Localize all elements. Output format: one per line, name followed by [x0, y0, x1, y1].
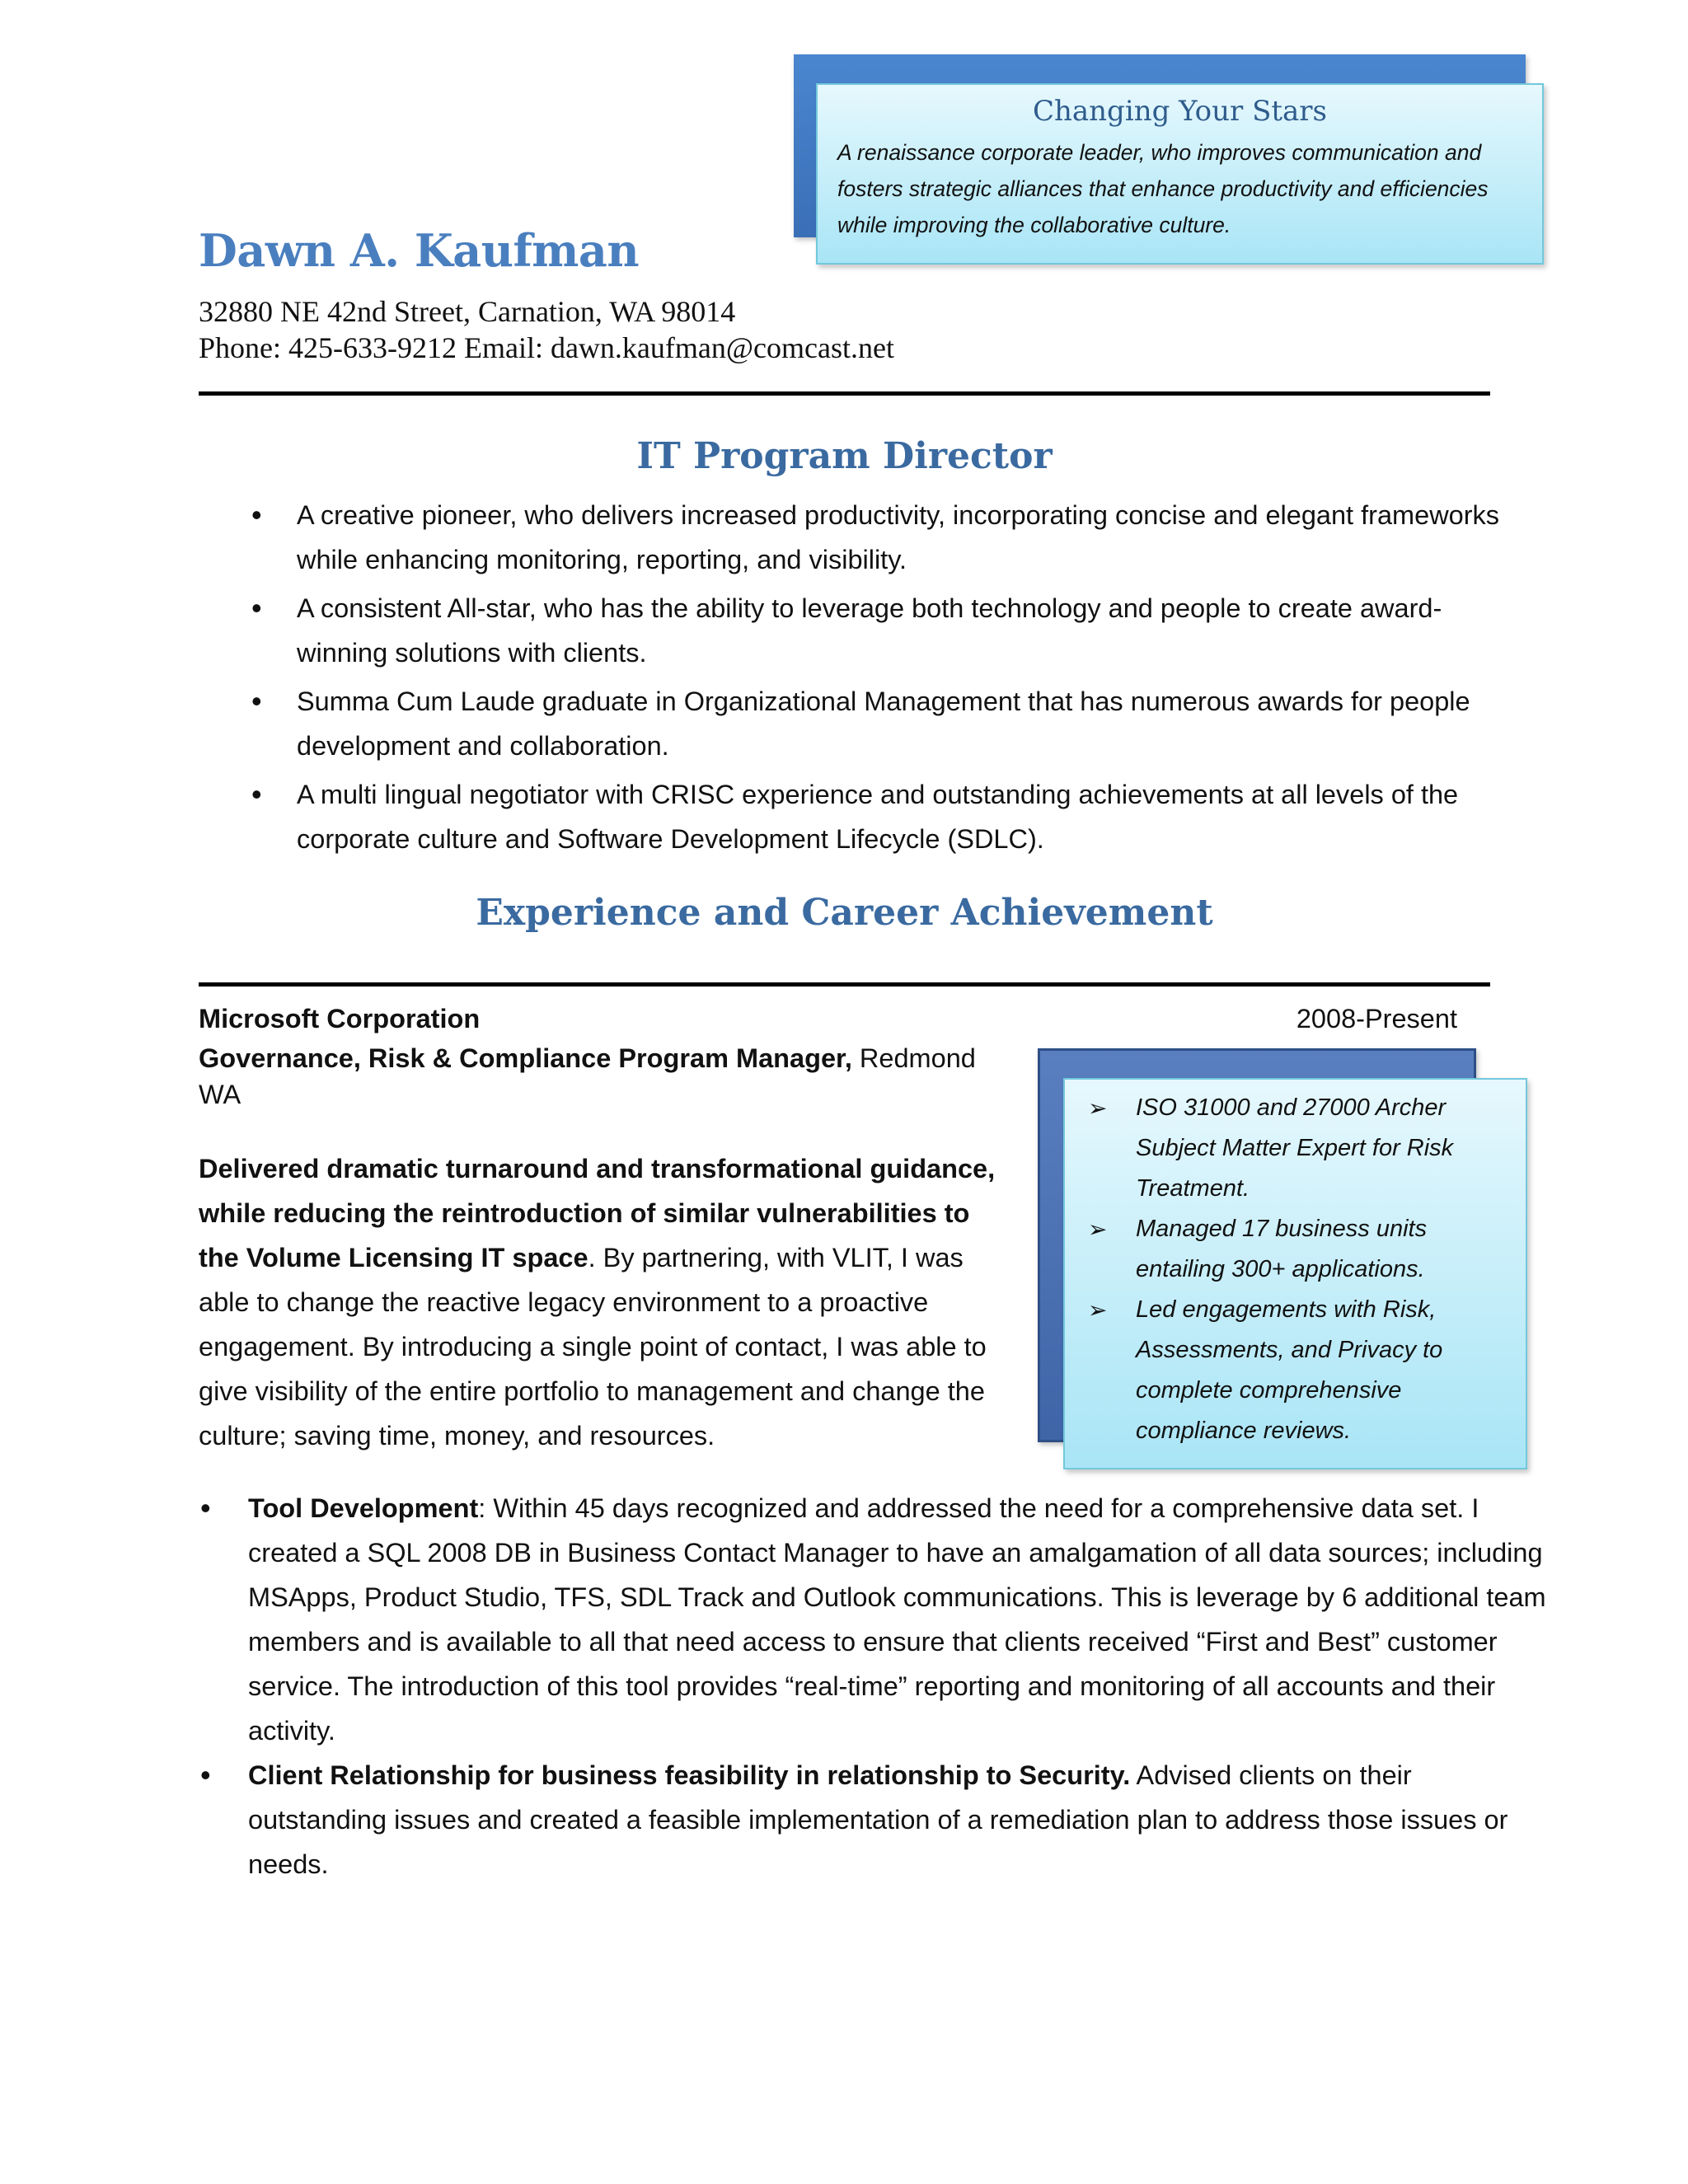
description-highlight: Delivered dramatic turnaround and transformational guidance, while reducing the reintroduction of similar vulnerabilities to the Volume Licensing IT space [199, 1154, 996, 1272]
header-divider [199, 391, 1490, 396]
summary-list [247, 493, 1525, 865]
role-title: Governance, Risk & Compliance Program Manager, [199, 1043, 852, 1073]
achievement-item [1088, 1290, 1511, 1451]
experience-divider [199, 982, 1490, 987]
arrow-bullet-icon: ➢ [1088, 1297, 1108, 1323]
achievement-item [1088, 1088, 1511, 1209]
arrow-bullet-icon: ➢ [1088, 1095, 1108, 1121]
accomplishment-text: Advised clients on their outstanding issues and created a feasible implementation of a remediation plan to address those issues or needs. [248, 1760, 1508, 1879]
summary-item: • A creative pioneer, who delivers increased productivity, incorporating concise and elegant frameworks while enhancing monitoring, reporting, and visibility. [297, 493, 1525, 582]
accomplishment-item [248, 1753, 1550, 1886]
achievement-text: Managed 17 business units entailing 300+ applications. [1136, 1216, 1428, 1282]
tagline-callout [816, 83, 1544, 265]
achievement-list [1085, 1088, 1511, 1451]
experience-title: Experience and Career Achievement [476, 892, 1213, 934]
achievement-text: Led engagements with Risk, Assessments, and Privacy to complete comprehensive compliance reviews. [1136, 1296, 1443, 1444]
accomplishment-text: : Within 45 days recognized and addressed the need for a comprehensive data set. I created a SQL 2008 DB in Business Contact Manager to have an amalgamation of all data sources; including MSApps, Product Studio, TFS, SDL Track and Outlook communications. This is leverage by 6 additional team members and is available to all that need access to ensure that clients received “First and Best” customer service. The introduction of this tool provides “real-time” reporting and monitoring of all accounts and their activity. [248, 1493, 1546, 1746]
summary-item: • Summa Cum Laude graduate in Organizational Management that has numerous awards for people development and collaboration. [297, 679, 1525, 768]
address: 32880 NE 42nd Street, Carnation, WA 98014 [199, 295, 736, 328]
company-name: Microsoft Corporation [199, 1004, 481, 1033]
achievement-text: ISO 31000 and 27000 Archer Subject Matter Expert for Risk Treatment. [1136, 1094, 1454, 1202]
arrow-bullet-icon: ➢ [1088, 1216, 1108, 1242]
description-text: . By partnering, with VLIT, I was able to change the reactive legacy environment to a proactive engagement. By introducing a single point of contact, I was able to give visibility of the entire portfolio to management and change the culture; saving time, money, and resources. [199, 1243, 987, 1451]
summary-title: IT Program Director [636, 435, 1053, 477]
accomplishment-list [199, 1486, 1550, 1886]
phone-email: Phone: 425-633-9212 Email: dawn.kaufman@comcast.net [199, 331, 894, 364]
role-location: Redmond WA [199, 1043, 976, 1109]
accomplishment-label: Client Relationship for business feasibility in relationship to Security. [248, 1760, 1131, 1790]
accomplishment-label: Tool Development [248, 1493, 479, 1523]
job-role [199, 1040, 990, 1113]
callout-title: Changing Your Stars [1032, 95, 1328, 128]
summary-item: • A multi lingual negotiator with CRISC experience and outstanding achievements at all levels of the corporate culture and Software Development Lifecycle (SDLC). [297, 772, 1525, 861]
job-dates: 2008-Present [1296, 1004, 1457, 1033]
job-description [199, 1146, 1015, 1458]
accomplishment-item [248, 1486, 1550, 1753]
callout-text: A renaissance corporate leader, who improves communication and fosters strategic alliances that enhance productivity and efficiencies while improving the collaborative culture. [837, 140, 1489, 237]
achievement-callout [1063, 1078, 1527, 1469]
candidate-name: Dawn A. Kaufman [199, 224, 640, 277]
summary-item: • A consistent All-star, who has the ability to leverage both technology and people to create award-winning solutions with clients. [297, 586, 1525, 675]
achievement-item [1088, 1209, 1511, 1290]
